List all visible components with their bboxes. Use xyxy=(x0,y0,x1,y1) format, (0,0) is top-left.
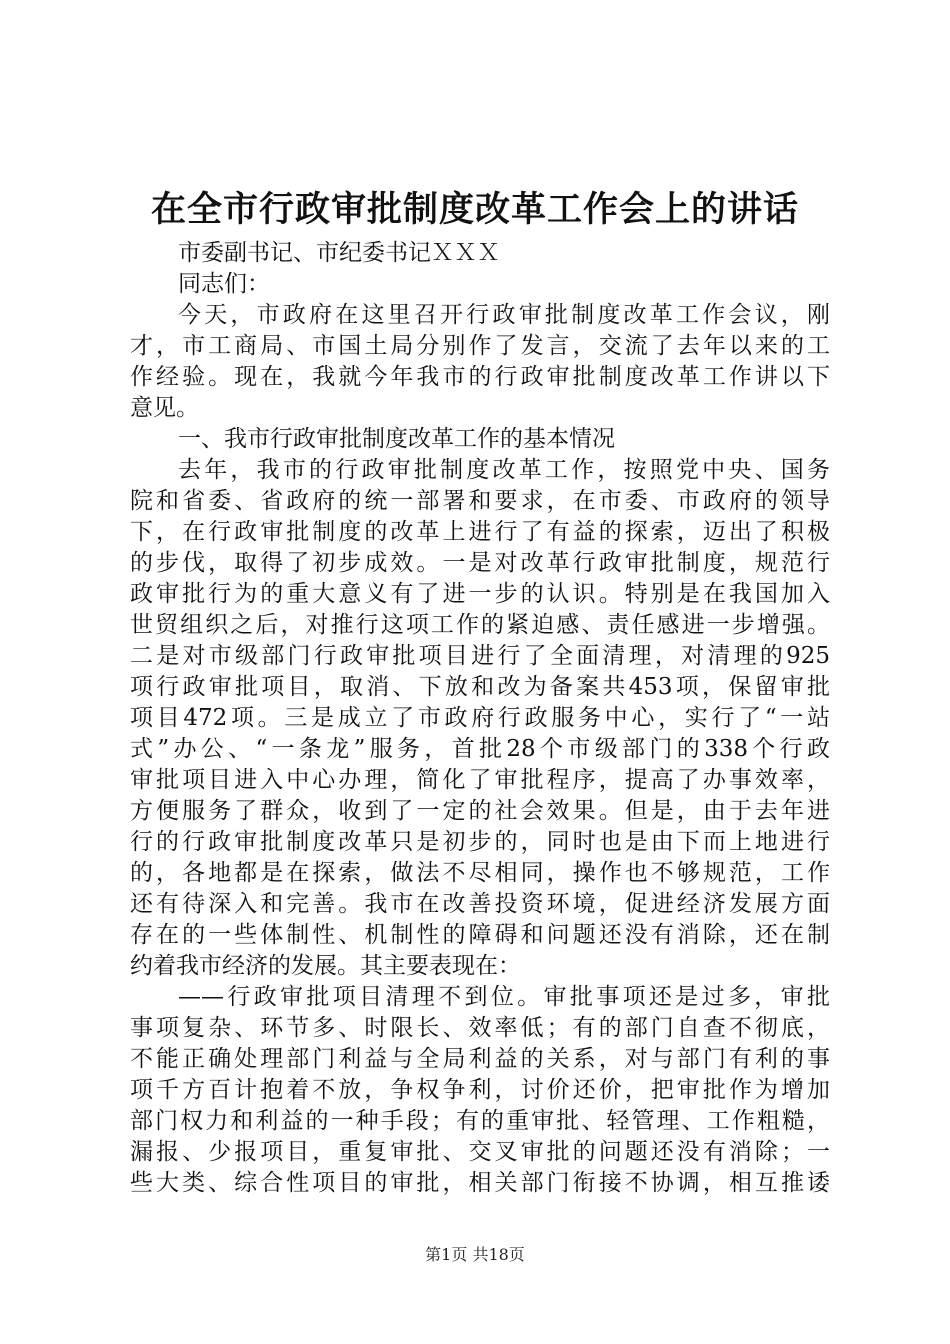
body-text-line: 项行政审批项目，取消、下放和改为备案共453项，保留审批 xyxy=(130,674,830,700)
body-text-line: 不能正确处理部门利益与全局利益的关系，对与部门有利的事 xyxy=(130,1046,830,1072)
body-text-line: 同志们： xyxy=(178,271,270,297)
body-text-line: 方便服务了群众，收到了一定的社会效果。但是，由于去年进 xyxy=(130,798,830,824)
body-text-line: 约着我市经济的发展。其主要表现在： xyxy=(130,953,521,979)
body-text-line: 作经验。现在，我就今年我市的行政审批制度改革工作讲以下 xyxy=(130,364,830,390)
body-text-line: 项目472项。三是成立了市政府行政服务中心，实行了“一站 xyxy=(130,705,830,731)
page-footer: 第1页 共18页 xyxy=(425,1245,525,1264)
body-text-line: 审批项目进入中心办理，简化了审批程序，提高了办事效率， xyxy=(130,767,830,793)
body-text-line: 二是对市级部门行政审批项目进行了全面清理，对清理的925 xyxy=(130,643,830,669)
body-text-line: 漏报、少报项目，重复审批、交叉审批的问题还没有消除；一 xyxy=(130,1139,830,1165)
body-text-line: 行的行政审批制度改革只是初步的，同时也是由下而上地进行 xyxy=(130,829,830,855)
body-text-line: 下，在行政审批制度的改革上进行了有益的探索，迈出了积极 xyxy=(130,519,830,545)
body-text-line: 院和省委、省政府的统一部署和要求，在市委、市政府的领导 xyxy=(130,488,830,514)
body-text-line: 的步伐，取得了初步成效。一是对改革行政审批制度，规范行 xyxy=(130,550,830,576)
body-text-line: 一、我市行政审批制度改革工作的基本情况 xyxy=(178,426,615,452)
document-body xyxy=(130,238,830,1199)
body-text-line: 市委副书记、市纪委书记ＸＸＸ xyxy=(178,240,500,266)
body-text-line: 世贸组织之后，对推行这项工作的紧迫感、责任感进一步增强。 xyxy=(130,612,830,638)
body-text-line: ——行政审批项目清理不到位。审批事项还是过多，审批 xyxy=(178,984,830,1010)
body-text-line: 些大类、综合性项目的审批，相关部门衔接不协调，相互推诿 xyxy=(130,1170,830,1196)
body-text-line: 的，各地都是在探索，做法不尽相同，操作也不够规范，工作 xyxy=(130,860,830,886)
body-text-line: 部门权力和利益的一种手段；有的重审批、轻管理、工作粗糙， xyxy=(130,1108,830,1134)
body-text-line: 去年，我市的行政审批制度改革工作，按照党中央、国务 xyxy=(178,457,830,483)
body-text-line: 才，市工商局、市国土局分别作了发言，交流了去年以来的工 xyxy=(130,333,830,359)
body-text-line: 事项复杂、环节多、时限长、效率低；有的部门自查不彻底， xyxy=(130,1015,830,1041)
body-text-line: 意见。 xyxy=(130,395,199,421)
document-title: 在全市行政审批制度改革工作会上的讲话 xyxy=(150,189,799,230)
body-text-line: 政审批行为的重大意义有了进一步的认识。特别是在我国加入 xyxy=(130,581,830,607)
body-text-line: 存在的一些体制性、机制性的障碍和问题还没有消除，还在制 xyxy=(130,922,830,948)
body-text-line: 式”办公、“一条龙”服务，首批28个市级部门的338个行政 xyxy=(130,736,830,762)
body-text-line: 今天，市政府在这里召开行政审批制度改革工作会议，刚 xyxy=(178,302,830,328)
body-text-line: 还有待深入和完善。我市在改善投资环境，促进经济发展方面 xyxy=(130,891,830,917)
body-text-line: 项千方百计抱着不放，争权争利，讨价还价，把审批作为增加 xyxy=(130,1077,830,1103)
